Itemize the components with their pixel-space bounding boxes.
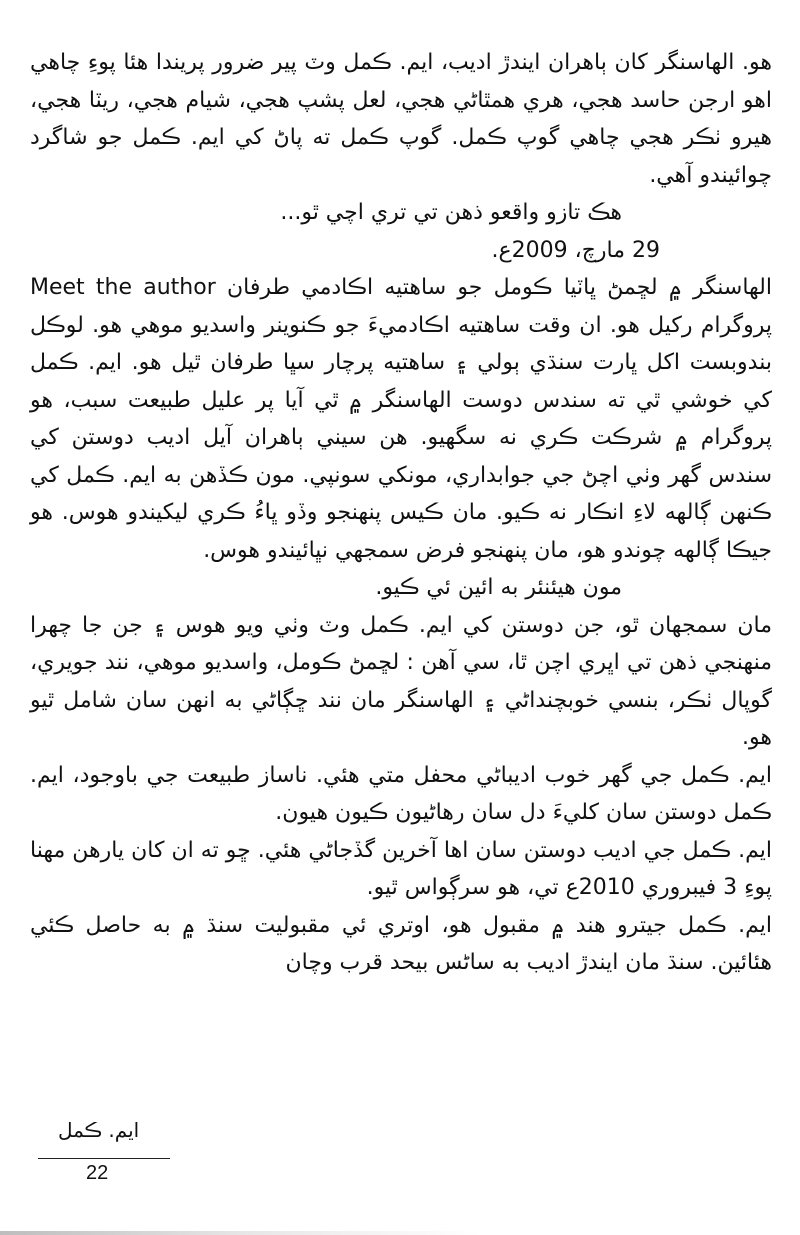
paragraph-recent-event: هڪ تازو واقعو ذهن تي تري اچي ٿو... [280,200,622,225]
page-number: 22 [86,1162,109,1184]
paragraph-friends-list: مان سمجهان ٿو، جن دوستن کي ايم. ڪمل وٽ وٺي ويو هوس ۽ جن جا چهرا منهنجي ذهن تي اڀري اچن ٿا، سي آهن : لڇمڻ ڪومل، واسديو موهي، نند جويري، گوپال ٺڪر، بنسي خوبچنداڻي ۽ الهاسنگر مان نند ڇڳاڻي به انهن سان شامل ٿيو هو. [30,612,772,750]
paragraph-popularity: ايم. ڪمل جيترو هند ۾ مقبول هو، اوتري ئي مقبوليت سنڌ ۾ به حاصل ڪئي هئائين. سنڌ مان ايندڙ اديب به ساڻس بيحد قرب وچان [30,912,772,975]
date-line: 29 مارچ، 2009ع. [491,237,660,263]
paragraph-did-same: مون هيئنئر به ائين ئي ڪيو. [375,575,622,600]
footer-author: ايم. ڪمل [58,1118,140,1142]
body-text [30,44,772,982]
scan-edge-shadow [0,1231,800,1235]
paragraph-visitors: هو. الهاسنگر کان ٻاهران ايندڙ اديب، ايم. ڪمل وٽ پير ضرور پريندا هئا پوءِ چاهي اهو ارجن حاسد هجي، هري همٿاڻي هجي، لعل پشپ هجي، شيام هجي، ريٽا هجي، هيرو ٺڪر هجي چاهي گوپ ڪمل. گوپ ڪمل ته پاڻ کي ايم. ڪمل جو شاگرد چوائيندو آهي. [30,50,772,188]
paragraph-last-meeting: ايم. ڪمل جي اديب دوستن سان اها آخرين گڏجاڻي هئي. ڇو ته ان کان يارهن مهنا پوءِ 3 فيبروري 2010ع تي، هو سرڳواس ٿيو. [30,837,772,900]
footer-divider [38,1158,170,1159]
paragraph-meet-the-author: الهاسنگر ۾ لڇمڻ ڀاٽيا ڪومل جو ساهتيه اڪادمي طرفان Meet the author پروگرام رکيل هو. ان وقت ساهتيه اڪادميءَ جو ڪنوينر واسديو موهي هو. لوڪل بندوبست اکل ڀارت سنڌي ٻولي ۽ ساهتيه پرچار سڀا طرفان ٿيل هو. ايم. ڪمل کي خوشي ٿي ته سندس دوست الهاسنگر ۾ ٿي آيا پر عليل طبيعت سبب، هو پروگرام ۾ شرڪت ڪري نه سگهيو. هن سيني ٻاهران آيل اديب دوستن کي سندس گهر وٺي اچڻ جي جوابداري، مونکي سونپي. مون ڪڏهن به ايم. ڪمل کي ڪنهن ڳالهه لاءِ انڪار نه ڪيو. مان ڪيس پنهنجو وڏو ڀاءُ ڪري ليکيندو هوس. هو جيڪا ڳالهه چوندو هو، مان پنهنجو فرض سمجهي نڀائيندو هوس. [30,275,772,563]
paragraph-literary-gathering: ايم. ڪمل جي گهر خوب اديباڻي محفل متي هئي. ناساز طبيعت جي باوجود، ايم. ڪمل دوستن سان کليءَ دل سان رهاڻيون ڪيون هيون. [30,762,772,825]
